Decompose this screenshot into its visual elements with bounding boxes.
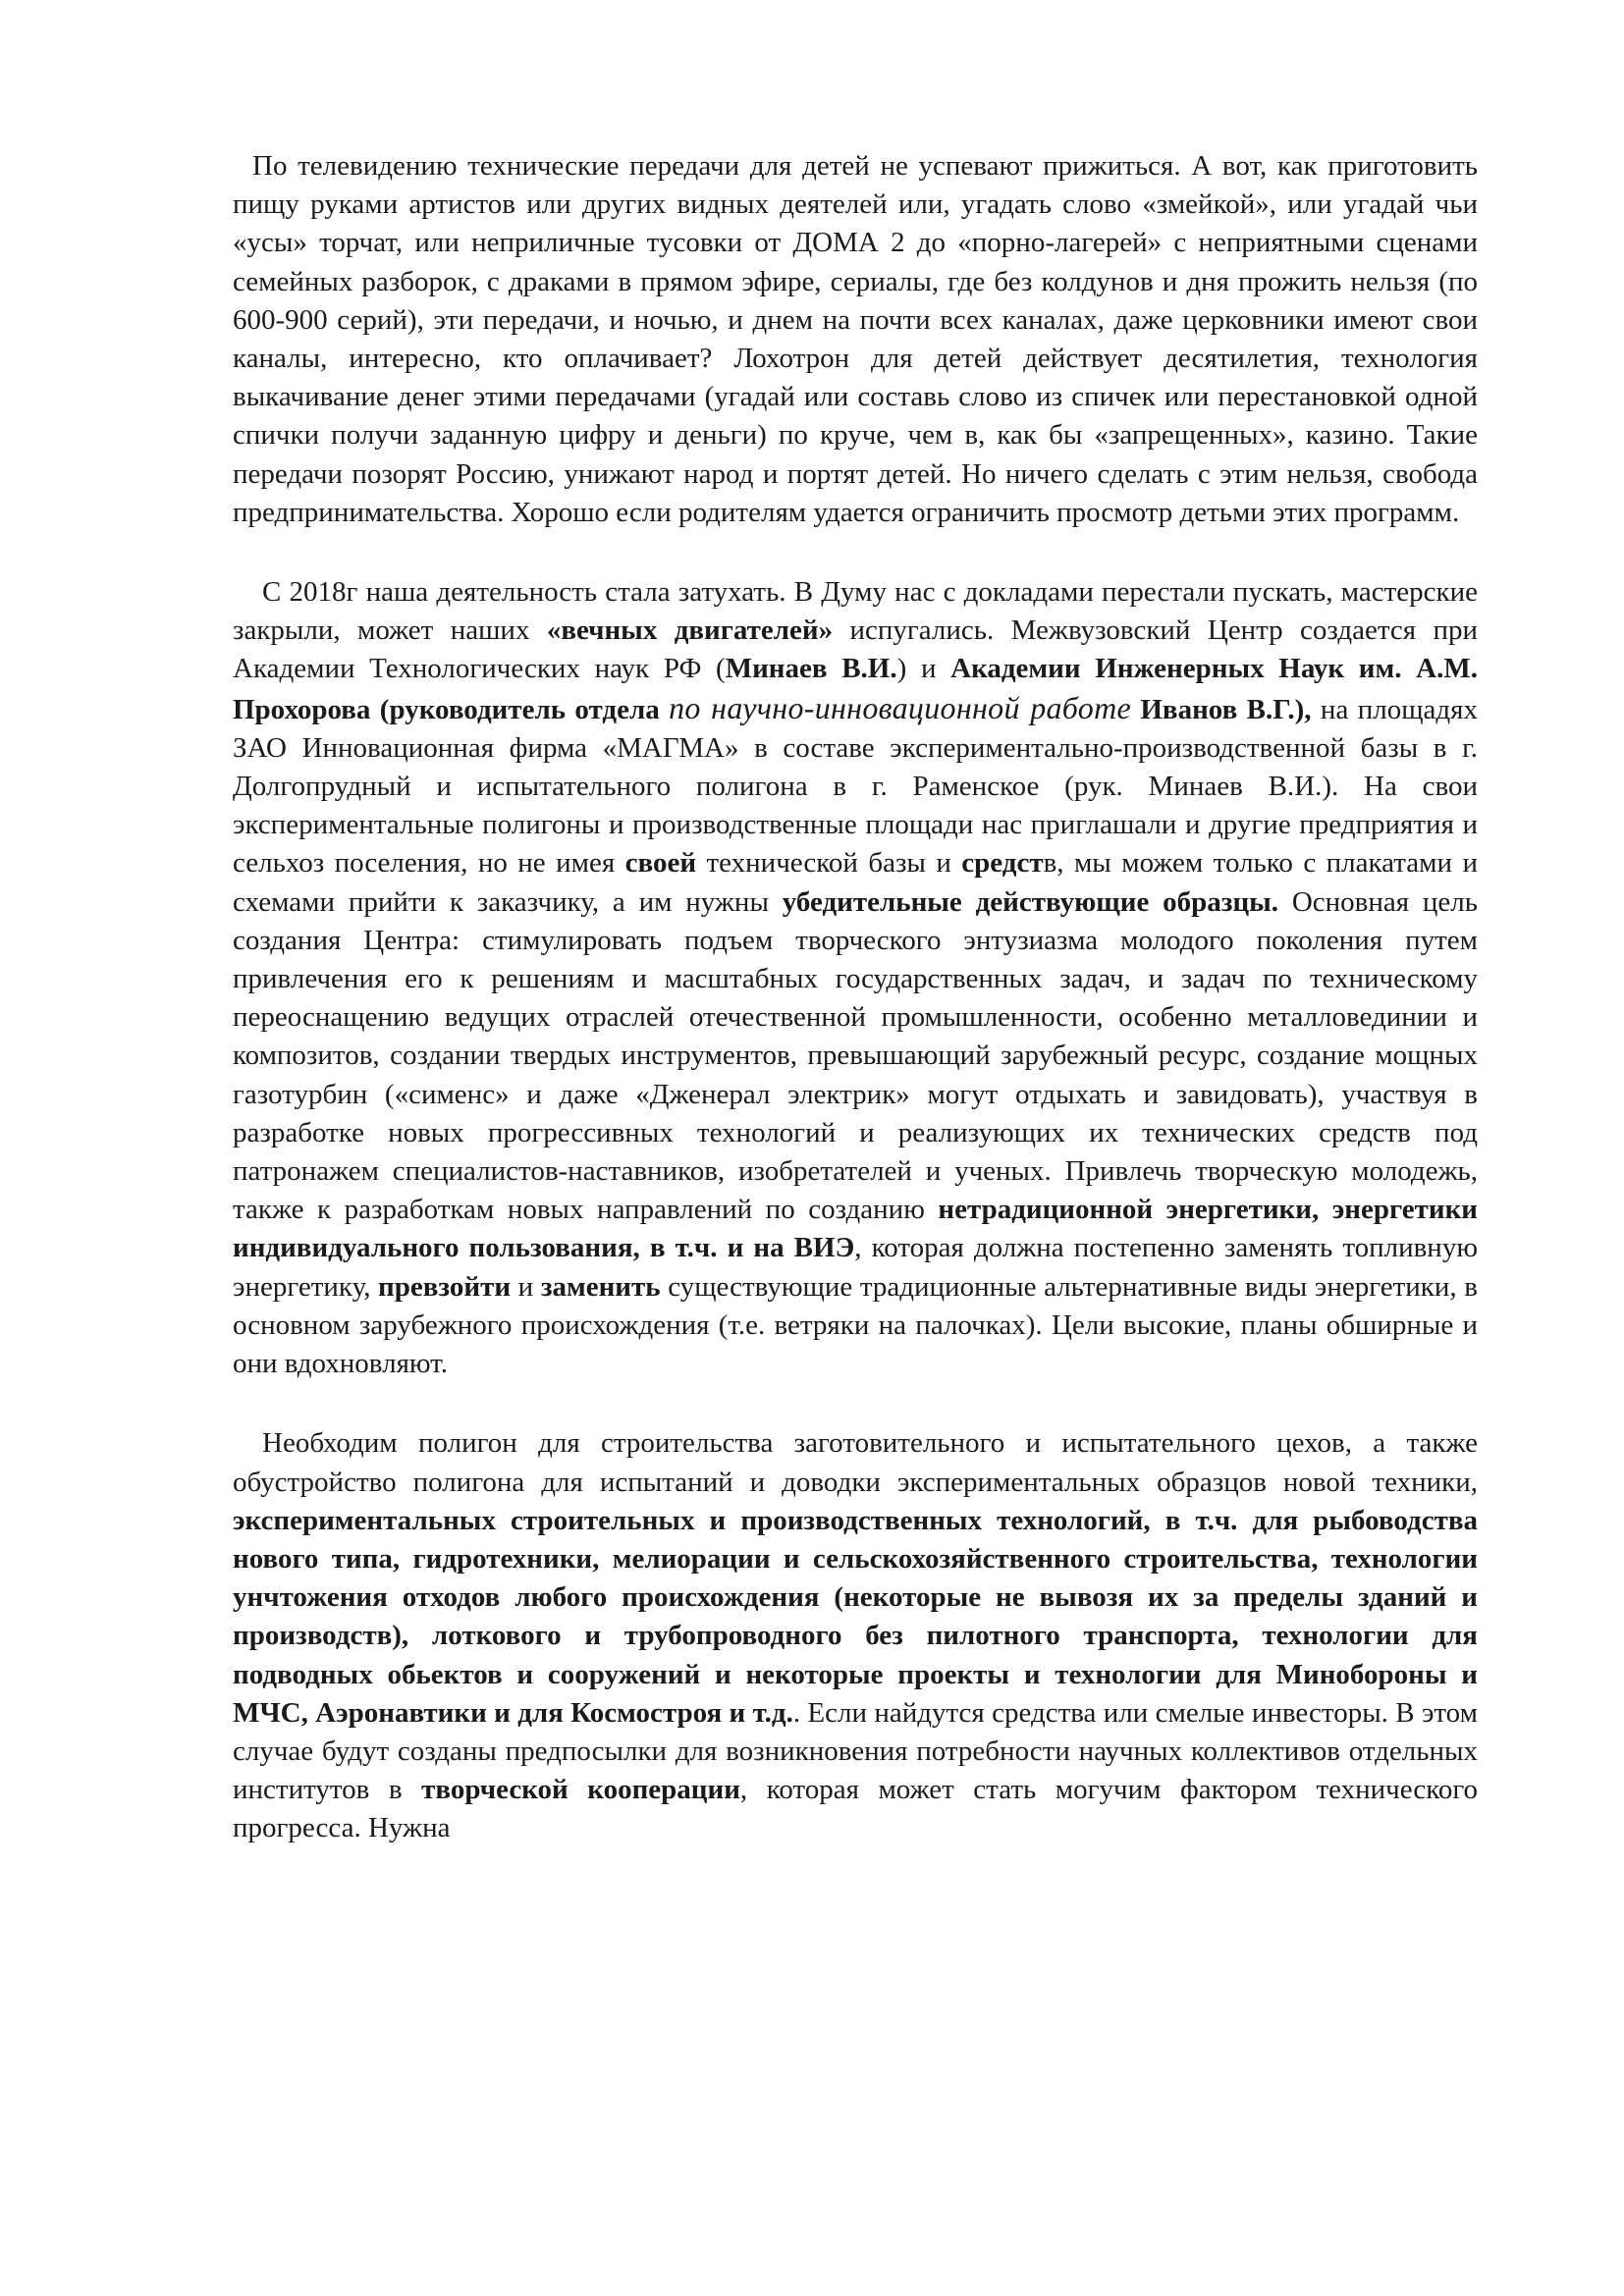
bold-run: Иванов В.Г.), [1130,693,1312,725]
text-run: испугались. Межвузовский Центр создается при Академии Технологических наук РФ ( [233,614,1478,685]
text-run: Основная цель создания Центра: стимулировать подъем творческого энтузиазма молодого поколения путем привлечения его к решениям и масштабных государственных задач, и задач по техническому переоснащению ведущих отраслей отечественной промышленности, особенно металловединии и композитов, создании твердых инструментов, превышающий зарубежный ресурс, создание мощных газотурбин («сименс» и даже «Дженерал электрик» могут отдыхать и завидовать), участвуя в разработке новых прогрессивных технологий и реализующих их технических средств под патронажем специалистов-наставников, изобретателей и ученых. Привлечь творческую молодежь, также к разработкам новых направлений по созданию [233,885,1478,1226]
bold-run: «вечных двигателей» [546,614,834,647]
text-run: ) и [896,653,951,685]
bold-run: средст [961,847,1044,880]
text-run: С 2018г наша деятельность стала затухать. В Думу нас с докладами перестали пускать, мастерские закрыли, может наших [233,576,1478,647]
text-run: По телевидению технические передачи для детей не успевают прижиться. А вот, как приготовить пищу руками артистов или других видных деятелей или, угадать слово «змейкой», или угадай чьи «усы» торчат, или неприличные тусовки от ДОМА 2 до «порно-лагерей» с неприятными сценами семейных разборок, с драками в прямом эфире, сериалы, где без колдунов и дня прожить нельзя (по 600-900 серий), эти передачи, и ночью, и днем на почти всех каналах, даже церковники имеют свои каналы, интересно, кто оплачивает? Лохотрон для детей действует десятилетия, технология выкачивание денег этими передачами (угадай или составь слово из спичек или перестановкой одной спички получи заданную цифру и деньги) по круче, чем в, как бы «запрещенных», казино. Такие передачи позорят Россию, унижают народ и портят детей. Но ничего сделать с этим нельзя, свобода предпринимательства. Хорошо если родителям удается ограничить просмотр детьми этих программ. [233,150,1478,528]
text-run: и [511,1270,541,1303]
bold-run: творческой кооперации [421,1774,740,1806]
document-page [233,147,1478,1848]
text-run: существующие традиционные альтернативные виды энергетики, в основном зарубежного происхождения (т.е. ветряки на палочках). Цели высокие, планы обширные и они вдохновляют. [233,1270,1478,1380]
bold-run: заменить [540,1270,661,1303]
bold-run: своей [624,847,697,880]
bold-run: превзойти [378,1270,512,1303]
bold-run: нетрадиционной энергетики, энергетики индивидуального пользования, в т.ч. и на ВИЭ [233,1194,1478,1264]
text-run: на площадях ЗАО Инновационная фирма «МАГМА» в составе экспериментально-производственной базы в г. Долгопрудный и испытательного полигона в г. Раменское (рук. Минаев В.И.). На свои экспериментальные полигоны и производственные площади нас приглашали и другие предприятия и сельхоз поселения, но не имея [233,693,1478,880]
text-run: , которая должна постепенно заменять топливную энергетику, [233,1232,1478,1303]
bold-run: Академии Инженерных Наук им. А.М. Прохорова (руководитель отдела [233,653,1478,725]
text-run: в, мы можем только с плакатами и схемами прийти к заказчику, а им нужны [233,847,1479,918]
bold-run: убедительные действующие образцы. [782,885,1279,918]
bold-run: Минаев В.И. [725,653,897,685]
paragraph-center-activity [233,573,1478,1383]
paragraph-tv-programs [233,147,1478,532]
italic-run: по научно-инновационной работе [669,689,1131,725]
bold-run: экспериментальных строительных и производственных технологий, в т.ч. для рыбоводства нового типа, гидротехники, мелиорации и сельскохозяйственного строительства, технологии унчтожения отходов любого происхождения (некоторые не вывозя их за пределы зданий и производств), лоткового и трубопроводного без пилотного транспорта, технологии для подводных обьектов и сооружений и некоторые проекты и технологии для Минобороны и МЧС, Аэронавтики и для Космостроя и т.д. [233,1504,1478,1729]
paragraph-test-site [233,1424,1478,1847]
text-run: Необходим полигон для строительства заготовительного и испытательного цехов, а также обустройство полигона для испытаний и доводки экспериментальных образцов новой техники, [233,1427,1478,1498]
text-run: . Если найдутся средства или смелые инвесторы. В этом случае будут созданы предпосылки для возникновения потребности научных коллективов отдельных институтов в [233,1696,1478,1806]
text-run: , которая может стать могучим фактором технического прогресса. Нужна [233,1774,1479,1844]
text-run: технической базы и [696,847,962,880]
